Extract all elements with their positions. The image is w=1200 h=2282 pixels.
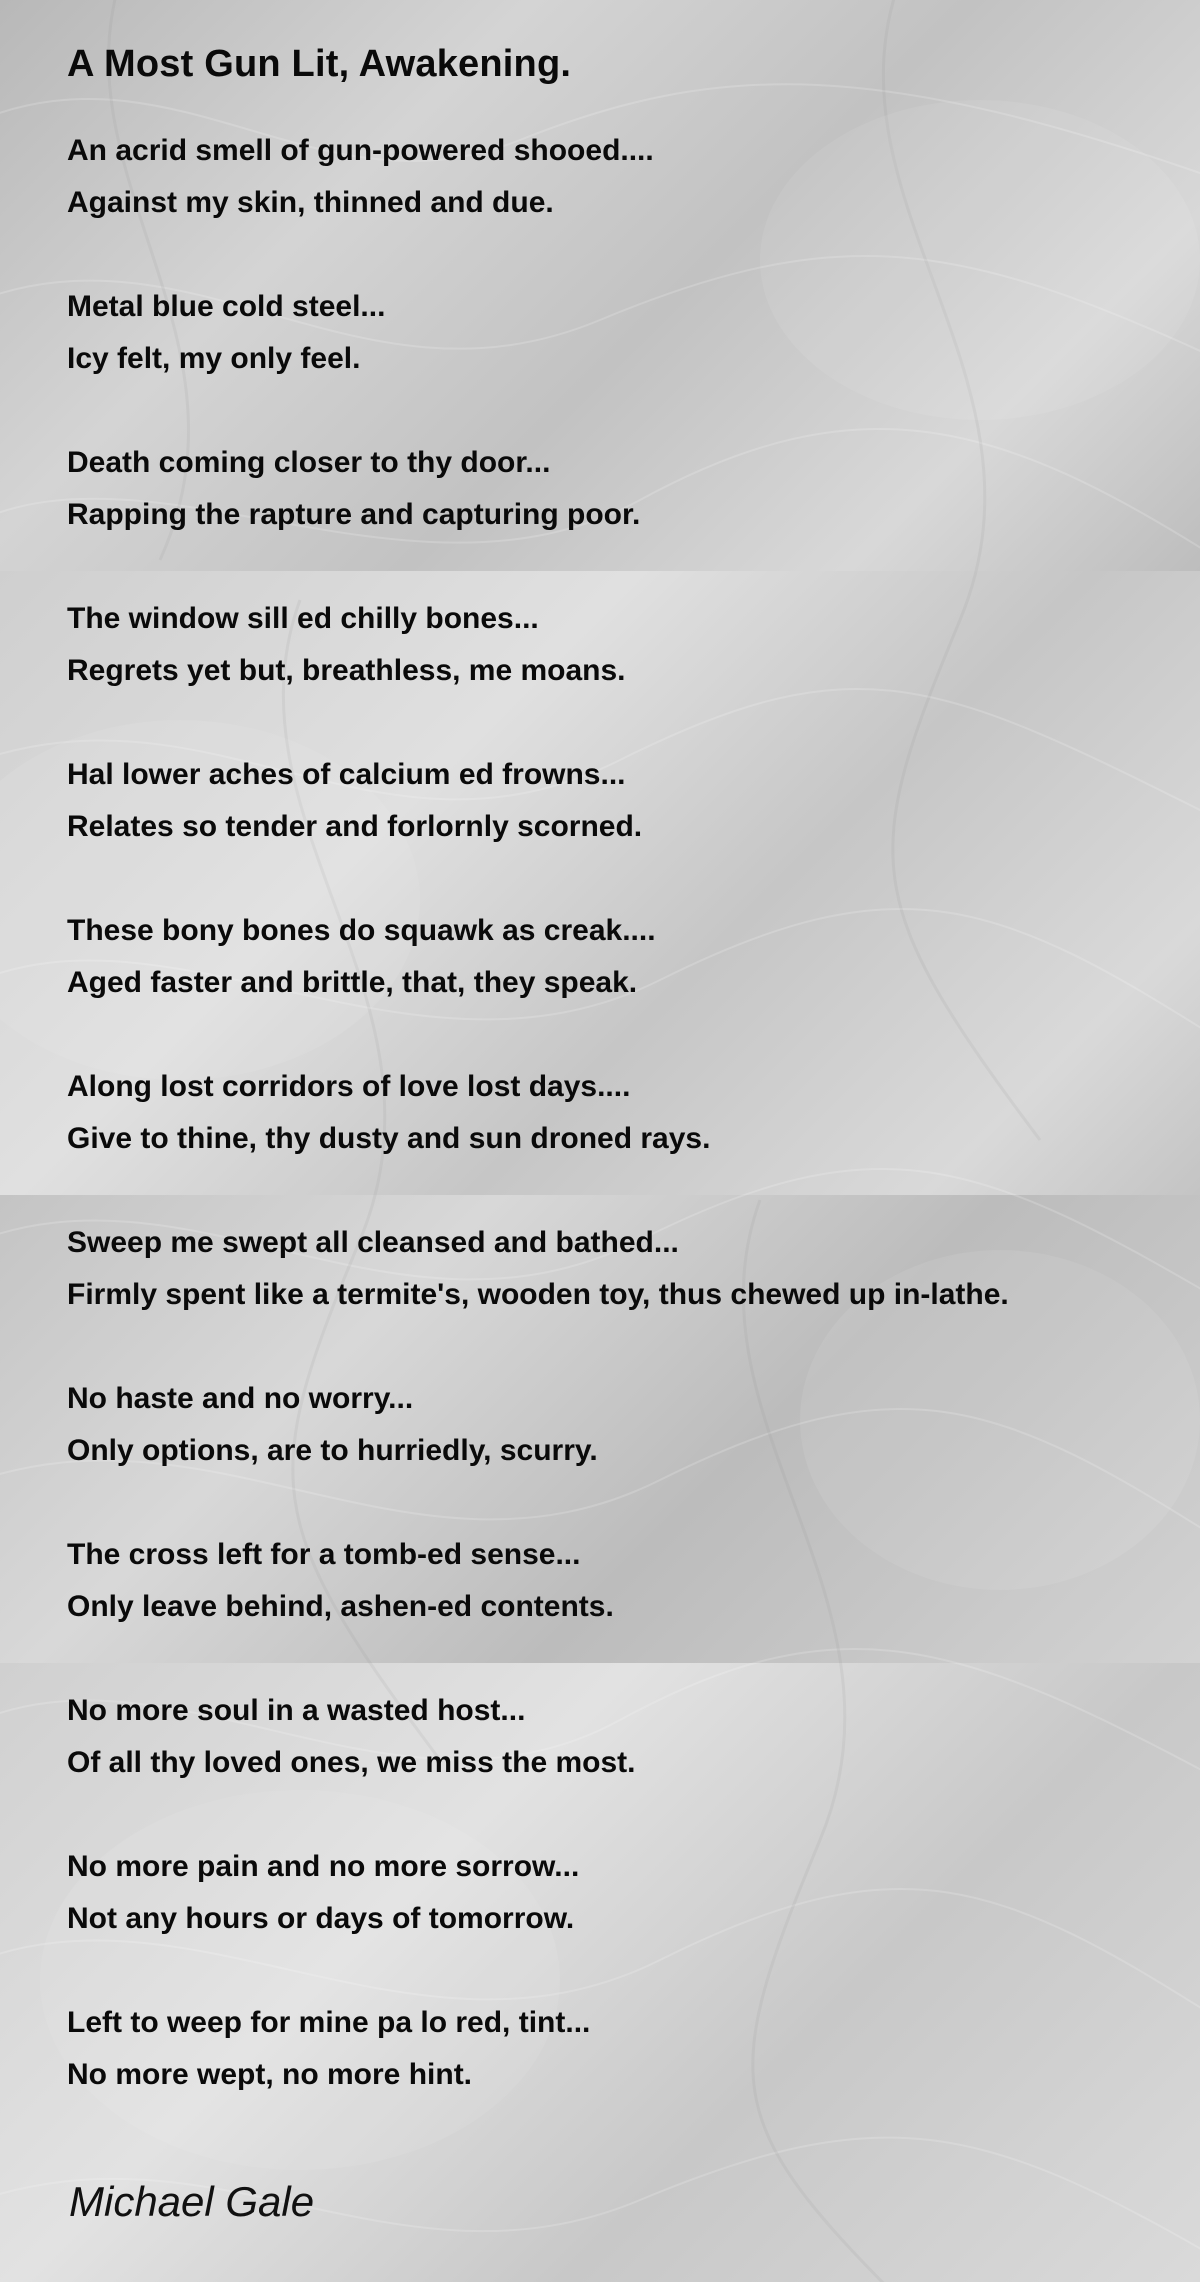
stanza	[67, 593, 1167, 697]
poem-line: Regrets yet but, breathless, me moans.	[67, 654, 626, 688]
poem-line: Hal lower aches of calcium ed frowns...	[67, 758, 626, 792]
poem-title: A Most Gun Lit, Awakening.	[67, 43, 572, 85]
poem-author: Michael Gale	[69, 2178, 315, 2225]
poem-line: Give to thine, thy dusty and sun droned rays.	[67, 1122, 711, 1156]
poem-line: No more wept, no more hint.	[67, 2058, 473, 2092]
poem-line: Only leave behind, ashen-ed contents.	[67, 1590, 614, 1624]
poem-line: Left to weep for mine pa lo red, tint...	[67, 2006, 591, 2040]
poem-line: The cross left for a tomb-ed sense...	[67, 1538, 581, 1572]
poem-line: Icy felt, my only feel.	[67, 342, 361, 376]
stanza	[67, 749, 1167, 853]
stanza	[67, 1685, 1167, 1789]
poem-line: Metal blue cold steel...	[67, 290, 386, 324]
poem-line: An acrid smell of gun-powered shooed....	[67, 134, 654, 168]
poem-line: No haste and no worry...	[67, 1382, 414, 1416]
poem-line: Only options, are to hurriedly, scurry.	[67, 1434, 598, 1468]
stanza	[67, 1529, 1167, 1633]
poem-line: Aged faster and brittle, that, they speak.	[67, 966, 638, 1000]
poem	[67, 40, 1167, 2153]
poem-line: No more soul in a wasted host...	[67, 1694, 526, 1728]
stanza	[67, 125, 1167, 229]
stanza	[67, 437, 1167, 541]
poem-line: These bony bones do squawk as creak....	[67, 914, 656, 948]
poem-line: Firmly spent like a termite's, wooden toy, thus chewed up in-lathe.	[67, 1278, 1009, 1312]
stanza	[67, 1997, 1167, 2101]
poem-line: Sweep me swept all cleansed and bathed...	[67, 1226, 679, 1260]
stanza	[67, 905, 1167, 1009]
poem-line: Relates so tender and forlornly scorned.	[67, 810, 643, 844]
poem-body	[67, 125, 1167, 2101]
stanza	[67, 1373, 1167, 1477]
stanza	[67, 1217, 1167, 1321]
stanza	[67, 281, 1167, 385]
poem-line: Not any hours or days of tomorrow.	[67, 1902, 575, 1936]
stanza	[67, 1061, 1167, 1165]
poem-line: Death coming closer to thy door...	[67, 446, 551, 480]
poem-line: Rapping the rapture and capturing poor.	[67, 498, 641, 532]
poem-line: Of all thy loved ones, we miss the most.	[67, 1746, 636, 1780]
poem-line: Against my skin, thinned and due.	[67, 186, 554, 220]
poem-line: No more pain and no more sorrow...	[67, 1850, 580, 1884]
poem-line: The window sill ed chilly bones...	[67, 602, 539, 636]
poem-line: Along lost corridors of love lost days....	[67, 1070, 631, 1104]
stanza	[67, 1841, 1167, 1945]
